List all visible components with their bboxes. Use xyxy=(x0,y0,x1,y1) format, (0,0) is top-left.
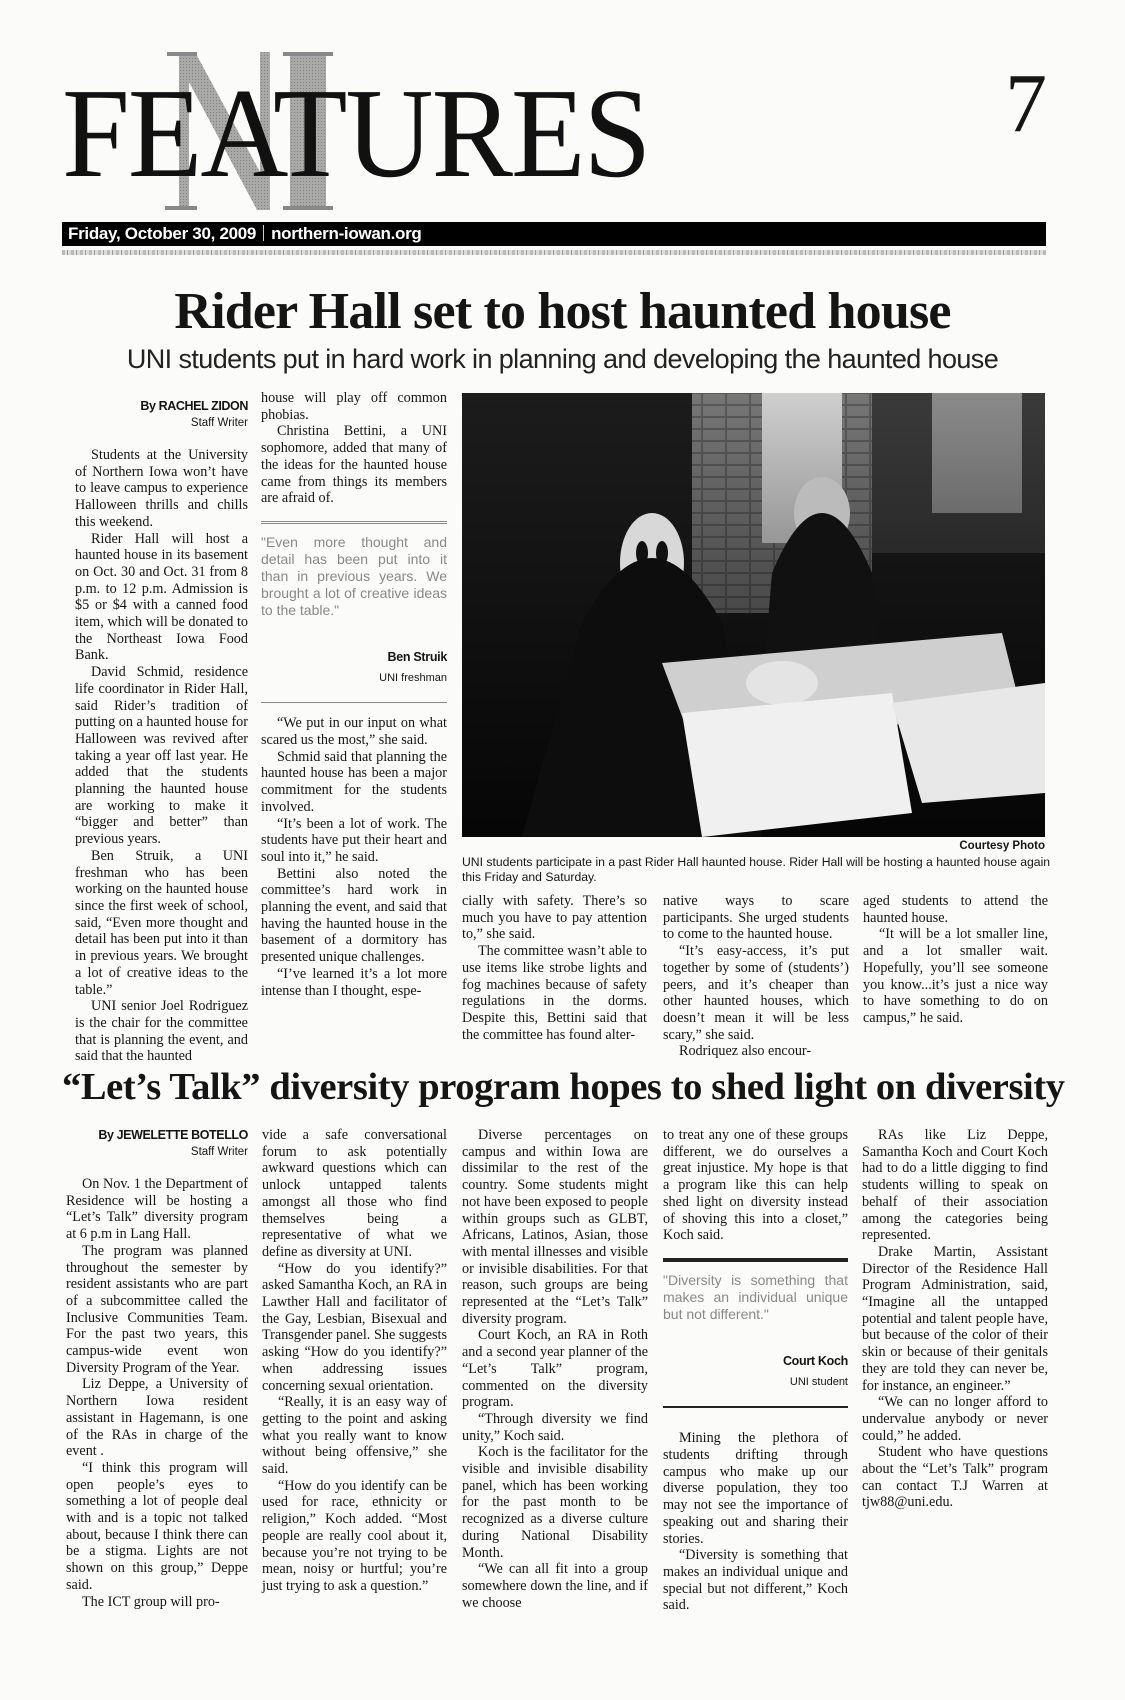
author-role: Staff Writer xyxy=(190,1146,248,1158)
paragraph: Rodriquez also encour- xyxy=(679,1043,812,1060)
paragraph: Students at the University of Northern Iowa won’t have to leave campus to experience Halloween thrills and chills this weekend. xyxy=(75,447,248,530)
paragraph: RAs like Liz Deppe, Samantha Koch and Court Koch had to do a little digging to find students willing to speak on behalf of their association among the categories being represented. xyxy=(862,1127,1048,1244)
paragraph: native ways to scare participants. She urged students to come to the haunted house. xyxy=(663,893,849,943)
column-text xyxy=(66,1176,248,1610)
page-number: 7 xyxy=(1005,57,1047,150)
article1-column-4 xyxy=(663,893,849,1060)
article1-column-3 xyxy=(462,893,647,1043)
paragraph: The ICT group will pro- xyxy=(82,1593,220,1610)
paragraph: “It’s easy-access, it’s put together by some of (students’) peers, and it’s cheaper than other haunted houses, which doesn’t mean it will be less scary,” she said. xyxy=(663,943,849,1043)
column-text xyxy=(462,1127,648,1611)
paragraph: Rider Hall will host a haunted house in its basement on Oct. 30 and Oct. 31 from 8 p.m. to 12 p.m. Admission is $5 or $4 with a canned food item, which will be donated to the Northeast Iowa Food Bank. xyxy=(75,530,248,664)
column-text xyxy=(863,893,1048,1027)
paragraph: Liz Deppe, a University of Northern Iowa resident assistant in Hagemann, is one of the RAs in charge of the event . xyxy=(66,1376,248,1460)
pull-quote xyxy=(663,1258,848,1408)
issue-date: Friday, October 30, 2009 xyxy=(68,224,257,243)
paragraph: house will play off common phobias. xyxy=(261,390,447,423)
paragraph: On Nov. 1 the Department of Residence will be hosting a “Let’s Talk” diversity program at 6 p.m in Lang Hall. xyxy=(66,1176,248,1243)
pull-quote xyxy=(261,521,447,703)
pull-quote-title: UNI student xyxy=(789,1375,848,1388)
website-link[interactable]: northern-iowan.org xyxy=(271,224,422,243)
article1-column-5 xyxy=(863,893,1048,1027)
column-text xyxy=(261,715,447,999)
column-text xyxy=(261,390,447,507)
paragraph: Drake Martin, Assistant Director of the Residence Hall Program Administration, said, “Imagine all the untapped potential and talent people have, but because of the color of their skin or because of their genitals they are told they can never be, for instance, an engineer.” xyxy=(862,1243,1048,1394)
photo-caption: UNI students participate in a past Rider Hall haunted house. Rider Hall will be hosting a haunted house again this Friday and Saturday. xyxy=(462,855,1051,884)
paragraph: “We can no longer afford to undervalue anybody or never could,” he added. xyxy=(862,1394,1048,1444)
paragraph: “We put in our input on what scared us the most,” she said. xyxy=(261,715,447,749)
byline xyxy=(66,1127,248,1160)
paragraph: Court Koch, an RA in Roth and a second year planner of the “Let’s Talk” program, commented on the diversity program. xyxy=(462,1327,648,1411)
paragraph: David Schmid, residence life coordinator in Rider Hall, said Rider’s tradition of putting on a haunted house for Halloween was revived after taking a year off last year. He added that the students planning the haunted house are working to make it “bigger and better” than previous years. xyxy=(75,664,248,848)
article2-column-4 xyxy=(663,1127,848,1614)
paragraph: Koch is the facilitator for the visible and invisible disability panel, which has been working for the past month to be recognized as a diverse culture during National Disability Month. xyxy=(462,1444,648,1561)
byline xyxy=(75,398,248,431)
article1-column-2 xyxy=(261,390,447,999)
section-title: FEATURES xyxy=(62,62,650,205)
paragraph: The committee wasn’t able to use items like strobe lights and fog machines because of safety regulations in the dorms. Despite this, Bettini said that the committee has found alter- xyxy=(462,943,647,1043)
column-text xyxy=(663,1127,848,1244)
column-text xyxy=(862,1127,1048,1511)
haunted-house-photo xyxy=(462,393,1045,837)
article-headline: Rider Hall set to host haunted house xyxy=(174,283,951,340)
paragraph: to treat any one of these groups different, we do ourselves a great injustice. My hope is that a program like this can help shed light on diversity instead of shoving this into a closet,” Koch said. xyxy=(663,1127,848,1244)
article-headline: “Let’s Talk” diversity program hopes to shed light on diversity xyxy=(62,1066,1065,1108)
article2-column-1 xyxy=(66,1127,248,1610)
column-text xyxy=(75,447,248,1065)
paragraph: Christina Bettini, a UNI sophomore, added that many of the ideas for the haunted house came from things its members are afraid of. xyxy=(261,423,447,507)
paragraph: “How do you identify can be used for race, ethnicity or religion,” Koch added. “Most people are really cool about it, because you’re not trying to be mean, noisy or hurtful; you’re just trying to ask a question.” xyxy=(262,1477,447,1594)
pull-quote-text: "Diversity is something that makes an individual unique but not different." xyxy=(663,1271,848,1322)
paragraph: aged students to attend the haunted house. xyxy=(863,893,1048,926)
photo-credit: Courtesy Photo xyxy=(959,840,1045,852)
paragraph: Diverse percentages on campus and within Iowa are dissimilar to the rest of the country. Some students might not have been exposed to people within groups such as GLBT, Africans, Latinos, Asian, those with mental illnesses and visible or invisible disabilities. For that reason, such groups are being represented at the “Let’s Talk” diversity program. xyxy=(462,1127,648,1327)
divider xyxy=(263,225,264,241)
article-subhead: UNI students put in hard work in planning and developing the haunted house xyxy=(126,344,999,374)
paragraph: “We can all fit into a group somewhere down the line, and if we choose xyxy=(462,1561,648,1611)
photo-image xyxy=(462,393,1045,837)
paragraph: Mining the plethora of students drifting through campus who make up our diverse population, they too may not see the importance of speaking out and sharing their stories. xyxy=(663,1430,848,1547)
article2-column-2 xyxy=(262,1127,447,1595)
pull-quote-name: Court Koch xyxy=(782,1353,848,1368)
paragraph: “Diversity is something that makes an individual unique and special but not different,” Koch said. xyxy=(663,1547,848,1614)
paragraph: “It’s been a lot of work. The students have put their heart and soul into it,” he said. xyxy=(261,815,447,865)
paragraph: Student who have questions about the “Let’s Talk” program can contact T.J Warren at tjw88@uni.edu. xyxy=(862,1444,1048,1511)
paragraph: “It will be a lot smaller line, and a lot smaller wait. Hopefully, you’ll see someone you know...it’s just a nice way to have something to do on campus,” he said. xyxy=(863,926,1048,1026)
pull-quote-text: "Even more thought and detail has been put into it than in previous years. We brought a lot of creative ideas to the table." xyxy=(261,533,447,618)
column-text xyxy=(462,893,647,1043)
paragraph: Schmid said that planning the haunted house has been a major commitment for the students involved. xyxy=(261,748,447,815)
pull-quote-title: UNI freshman xyxy=(379,671,447,684)
author-name: By RACHEL ZIDON xyxy=(140,399,248,413)
column-text xyxy=(262,1127,447,1595)
pull-quote-name: Ben Struik xyxy=(387,649,447,664)
paragraph: The program was planned throughout the semester by resident assistants who are part of a subcommittee called the Inclusive Communities Team. For the past two years, this campus-wide event won Diversity Program of the Year. xyxy=(66,1242,248,1376)
divider-band xyxy=(62,250,1046,255)
author-role: Staff Writer xyxy=(190,417,248,429)
article2-column-3 xyxy=(462,1127,648,1611)
article2-column-5 xyxy=(862,1127,1048,1511)
paragraph: Bettini also noted the committee’s hard work in planning the event, and said that having the haunted house in the basement of a dormitory has presented unique challenges. xyxy=(261,865,447,966)
paragraph: “I’ve learned it’s a lot more intense than I thought, espe- xyxy=(261,965,447,999)
author-name: By JEWELETTE BOTELLO xyxy=(98,1128,248,1142)
paragraph: “Through diversity we find unity,” Koch said. xyxy=(462,1410,648,1444)
column-text xyxy=(663,893,849,1060)
date-bar xyxy=(62,222,1046,246)
paragraph: cially with safety. There’s so much you have to pay attention to,” she said. xyxy=(462,893,647,943)
article1-column-1 xyxy=(75,398,248,1065)
paragraph: vide a safe conversational forum to ask potentially awkward questions which can unlock untapped talents amongst all those who find themselves being a representative of what we define as diversity at UNI. xyxy=(262,1127,447,1260)
paragraph: “How do you identify?” asked Samantha Koch, an RA in Lawther Hall and facilitator of the Gay, Lesbian, Bisexual and Transgender panel. She suggests asking “How do you identify?” when addressing issues concerning sexual orientation. xyxy=(262,1260,447,1394)
paragraph: UNI senior Joel Rodriguez is the chair for the committee that is planning the event, and said that the haunted xyxy=(75,998,248,1065)
paragraph: Ben Struik, a UNI freshman who has been working on the haunted house since the first week of school, said, “Even more thought and detail has been put into it than in previous years. We brought a lot of creative ideas to the table.” xyxy=(75,847,248,998)
column-text xyxy=(663,1430,848,1614)
paragraph: “Really, it is an easy way of getting to the point and asking what you really want to know without being offensive,” she said. xyxy=(262,1394,447,1478)
paragraph: “I think this program will open people’s eyes to something a lot of people deal with and is a topic not talked about, because I think there can be a stigma. Lights are not shown on this group,” Deppe said. xyxy=(66,1459,248,1593)
